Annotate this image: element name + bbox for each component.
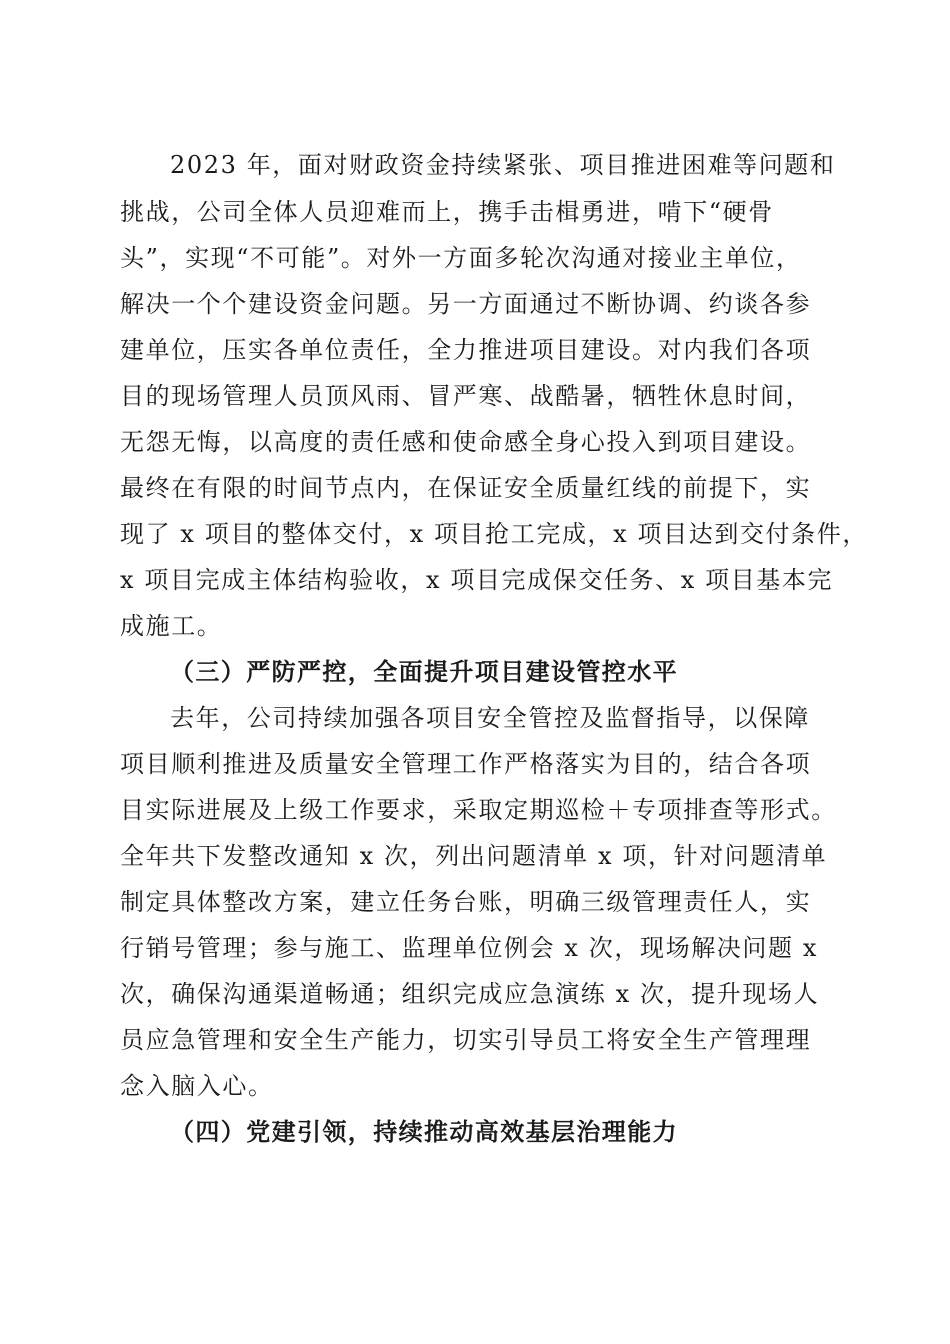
text-line: 全年共下发整改通知 x 次，列出问题清单 x 项，针对问题清单 [120,842,828,870]
text-line: 成施工。 [120,612,223,640]
text-line: 去年，公司持续加强各项目安全管控及监督指导，以保障 [170,704,810,732]
text-line: 目的现场管理人员顶风雨、冒严寒、战酷暑，牺牲休息时间， [120,382,812,410]
text-line: 项目顺利推进及质量安全管理工作严格落实为目的，结合各项 [120,750,812,778]
text-line: 目实际进展及上级工作要求，采取定期巡检＋专项排查等形式。 [120,796,837,824]
text-line: 现了 x 项目的整体交付，x 项目抢工完成，x 项目达到交付条件， [120,520,868,548]
text-line: 制定具体整改方案，建立任务台账，明确三级管理责任人，实 [120,888,812,916]
text-line: 行销号管理；参与施工、监理单位例会 x 次，现场解决问题 x [120,934,818,962]
text-line: 头”，实现“不可能”。对外一方面多轮次沟通对接业主单位， [120,244,802,272]
text-line: 无怨无悔，以高度的责任感和使命感全身心投入到项目建设。 [120,428,812,456]
text-line: 员应急管理和安全生产能力，切实引导员工将安全生产管理理 [120,1026,812,1054]
section-heading-3: （三）严防严控，全面提升项目建设管控水平 [170,658,678,686]
text-line: 最终在有限的时间节点内，在保证安全质量红线的前提下，实 [120,474,812,502]
text-line: 建单位，压实各单位责任，全力推进项目建设。对内我们各项 [120,336,812,364]
section-heading-4: （四）党建引领，持续推动高效基层治理能力 [170,1118,678,1146]
text-line: 次，确保沟通渠道畅通；组织完成应急演练 x 次，提升现场人 [120,980,820,1008]
text-line: 2023 年，面对财政资金持续紧张、项目推进困难等问题和 [170,151,836,179]
text-line: x 项目完成主体结构验收，x 项目完成保交任务、x 项目基本完 [120,566,834,594]
text-line: 挑战，公司全体人员迎难而上，携手击楫勇进，啃下“硬骨 [120,198,774,226]
text-line: 解决一个个建设资金问题。另一方面通过不断协调、约谈各参 [120,290,812,318]
text-line: 念入脑入心。 [120,1072,274,1100]
